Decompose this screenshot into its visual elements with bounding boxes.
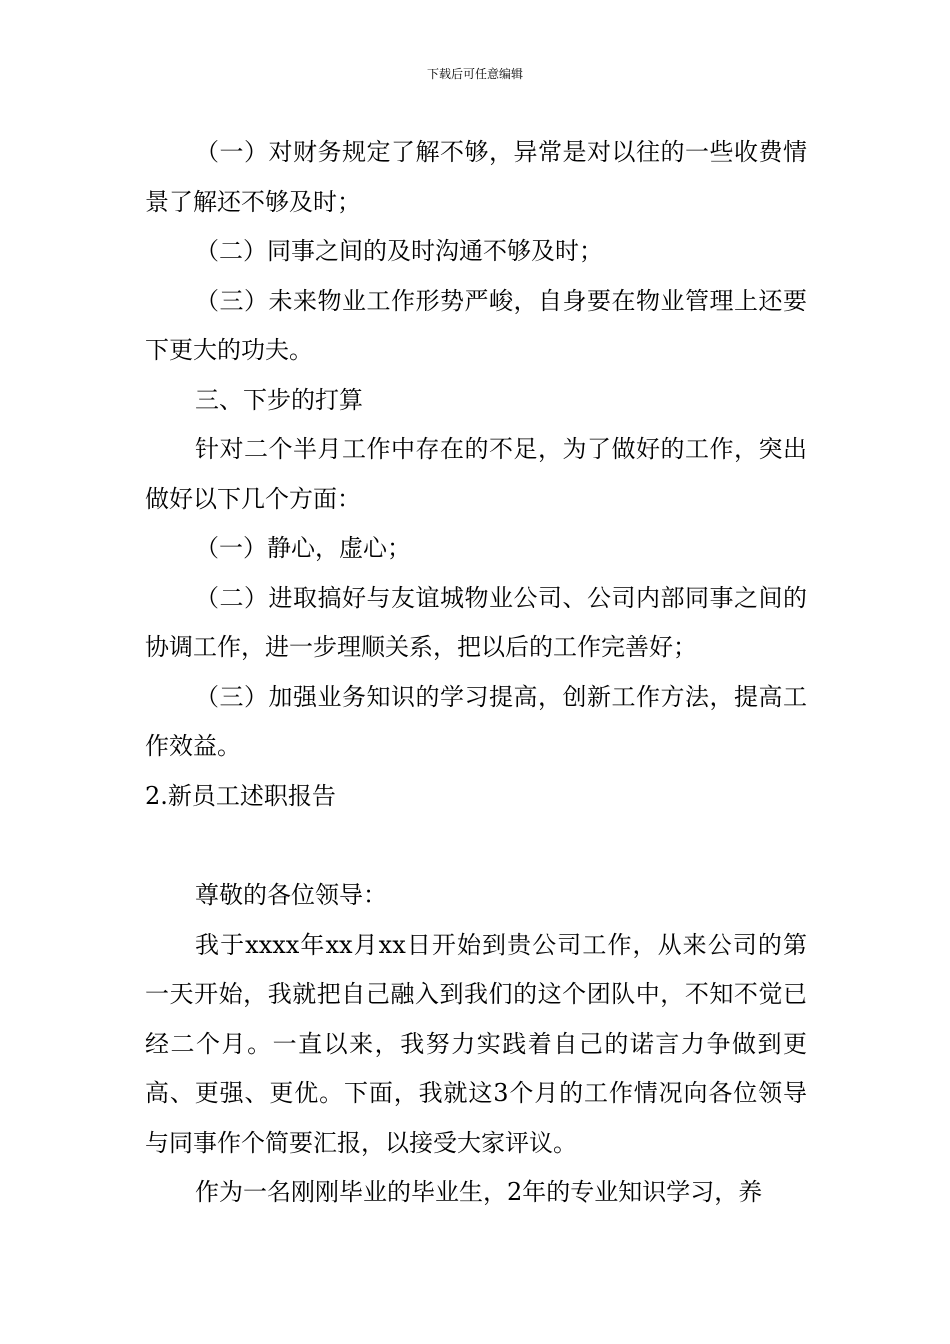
document-body <box>145 128 807 1218</box>
paragraph-plan-3: （三）加强业务知识的学习提高，创新工作方法，提高工作效益。 <box>145 682 807 760</box>
paragraph-problem-1: （一）对财务规定了解不够，异常是对以往的一些收费情景了解还不够及时； <box>145 138 807 216</box>
section-heading-next-steps: 三、下步的打算 <box>195 385 363 414</box>
paragraph-problem-2: （二）同事之间的及时沟通不够及时； <box>195 237 603 265</box>
paragraph-intro: 我于xxxx年xx月xx日开始到贵公司工作，从来公司的第一天开始，我就把自己融入到我们的这个团队中，不知不觉已经二个月。一直以来，我努力实践着自己的诺言力争做到更高、更强、更优。下面，我就这3个月的工作情况向各位领导与同事作个简要汇报，以接受大家评议。 <box>145 930 807 1157</box>
paragraph-plan-2: （二）进取搞好与友谊城物业公司、公司内部同事之间的协调工作，进一步理顺关系，把以后的工作完善好； <box>145 583 807 661</box>
paragraph-plan-1: （一）静心，虚心； <box>195 534 411 562</box>
paragraph-next-steps-intro: 针对二个半月工作中存在的不足，为了做好的工作，突出做好以下几个方面： <box>145 435 807 513</box>
document-title-new-employee-report: 2.新员工述职报告 <box>145 781 336 810</box>
paragraph-graduate: 作为一名刚刚毕业的毕业生，2年的专业知识学习，养 <box>195 1178 763 1206</box>
blank-line <box>145 821 807 871</box>
paragraph-salutation: 尊敬的各位领导： <box>195 881 387 909</box>
paragraph-problem-3: （三）未来物业工作形势严峻，自身要在物业管理上还要下更大的功夫。 <box>145 286 807 364</box>
page-header: 下载后可任意编辑 <box>426 67 523 81</box>
